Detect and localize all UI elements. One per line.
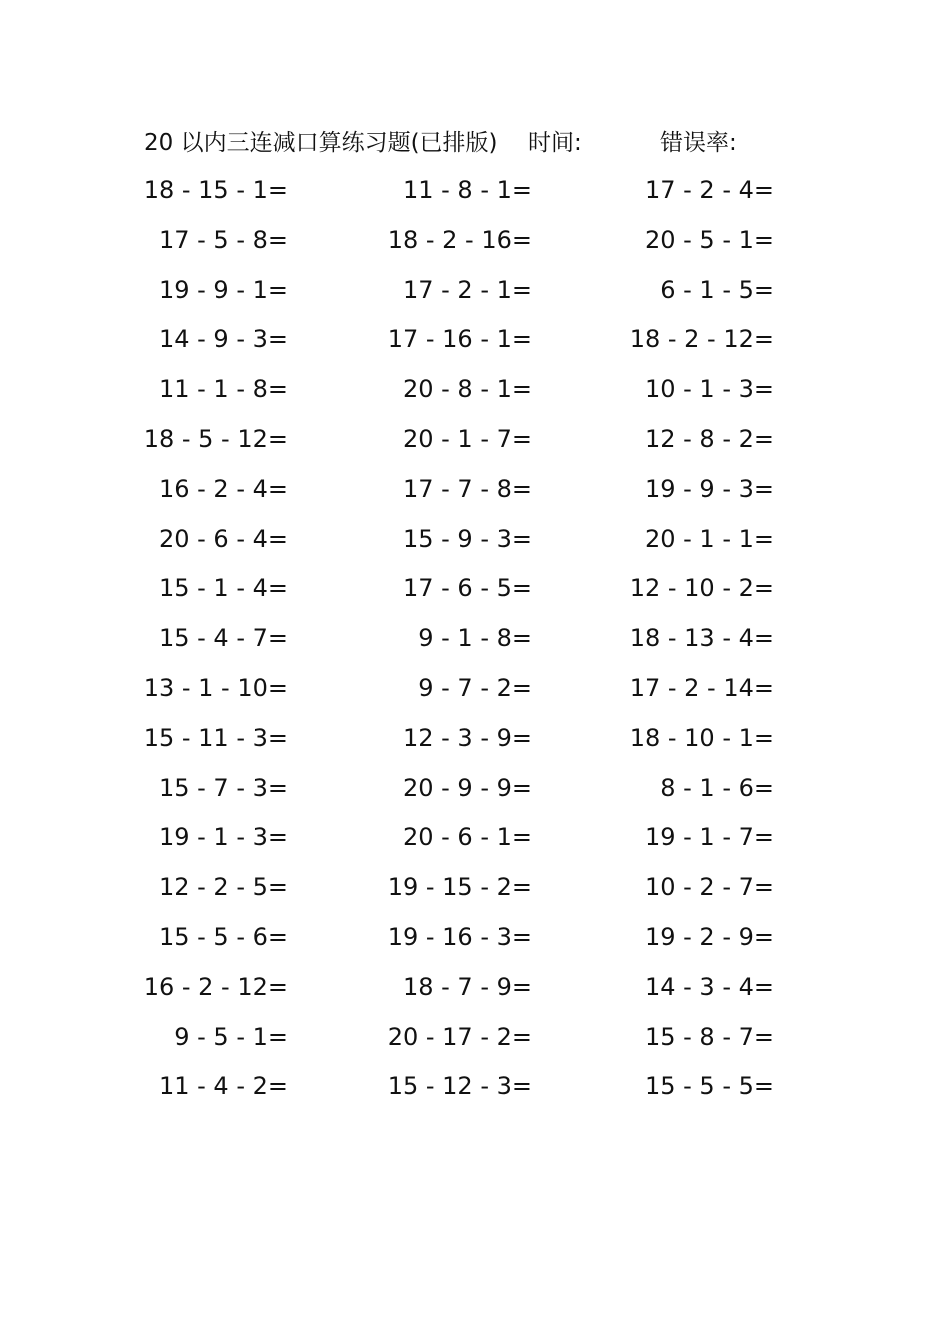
problem-item: 18 - 10 - 1= — [629, 723, 774, 752]
problem-row — [0, 222, 950, 272]
problem-item: 19 - 1 - 3= — [158, 823, 288, 852]
problem-row — [0, 720, 950, 770]
problem-item: 6 - 1 - 5= — [660, 275, 774, 304]
problem-row — [0, 620, 950, 670]
problem-item: 18 - 15 - 1= — [143, 176, 288, 204]
problem-item: 16 - 2 - 4= — [158, 474, 288, 503]
problem-item: 15 - 4 - 7= — [158, 624, 288, 653]
problem-row — [0, 272, 950, 322]
problem-item: 20 - 17 - 2= — [387, 1022, 532, 1051]
problem-item: 18 - 13 - 4= — [629, 624, 774, 653]
problem-row — [0, 670, 950, 720]
problem-row — [0, 321, 950, 371]
problem-item: 17 - 5 - 8= — [158, 225, 288, 254]
problem-item: 9 - 1 - 8= — [418, 624, 532, 653]
problem-row — [0, 1019, 950, 1069]
problem-row — [0, 969, 950, 1019]
problem-item: 18 - 5 - 12= — [143, 424, 288, 453]
problem-item: 17 - 16 - 1= — [387, 325, 532, 354]
problem-item: 17 - 2 - 14= — [629, 673, 774, 702]
problem-item: 17 - 6 - 5= — [402, 574, 532, 603]
problem-item: 11 - 4 - 2= — [158, 1072, 288, 1101]
problem-row — [0, 1068, 950, 1118]
problem-item: 14 - 9 - 3= — [158, 325, 288, 354]
problem-item: 19 - 1 - 7= — [644, 823, 774, 852]
problem-item: 17 - 2 - 1= — [402, 275, 532, 304]
problem-item: 12 - 8 - 2= — [644, 424, 774, 453]
problem-item: 11 - 8 - 1= — [402, 176, 532, 204]
problem-item: 12 - 3 - 9= — [402, 723, 532, 752]
time-label: 时间: — [528, 130, 582, 156]
problem-row — [0, 819, 950, 869]
problem-item: 20 - 5 - 1= — [644, 225, 774, 254]
problem-item: 18 - 2 - 16= — [387, 225, 532, 254]
problem-item: 19 - 15 - 2= — [387, 873, 532, 902]
error-rate-label: 错误率: — [660, 130, 737, 156]
problem-item: 20 - 6 - 1= — [402, 823, 532, 852]
problem-item: 20 - 9 - 9= — [402, 773, 532, 802]
problem-item: 19 - 9 - 3= — [644, 474, 774, 503]
problem-item: 15 - 8 - 7= — [644, 1022, 774, 1051]
problem-item: 19 - 16 - 3= — [387, 922, 532, 951]
problem-item: 13 - 1 - 10= — [143, 673, 288, 702]
problem-item: 18 - 2 - 12= — [629, 325, 774, 354]
problem-item: 12 - 2 - 5= — [158, 873, 288, 902]
worksheet-header — [0, 124, 950, 160]
problem-item: 11 - 1 - 8= — [158, 375, 288, 404]
problem-item: 14 - 3 - 4= — [644, 972, 774, 1001]
problem-item: 20 - 6 - 4= — [158, 524, 288, 553]
problem-item: 17 - 2 - 4= — [644, 176, 774, 204]
problem-row — [0, 770, 950, 820]
problem-item: 17 - 7 - 8= — [402, 474, 532, 503]
worksheet-title: 20 以内三连减口算练习题(已排版) — [144, 130, 498, 156]
problem-row — [0, 421, 950, 471]
problem-item: 20 - 1 - 7= — [402, 424, 532, 453]
problem-row — [0, 919, 950, 969]
problem-item: 16 - 2 - 12= — [143, 972, 288, 1001]
problem-item: 9 - 5 - 1= — [174, 1022, 288, 1051]
problem-item: 19 - 2 - 9= — [644, 922, 774, 951]
problem-item: 15 - 11 - 3= — [143, 723, 288, 752]
problem-item: 12 - 10 - 2= — [629, 574, 774, 603]
problem-item: 18 - 7 - 9= — [402, 972, 532, 1001]
problem-item: 10 - 2 - 7= — [644, 873, 774, 902]
problem-row — [0, 869, 950, 919]
problem-row — [0, 570, 950, 620]
problem-item: 19 - 9 - 1= — [158, 275, 288, 304]
problem-item: 20 - 8 - 1= — [402, 375, 532, 404]
problem-item: 8 - 1 - 6= — [660, 773, 774, 802]
problem-item: 15 - 9 - 3= — [402, 524, 532, 553]
problem-item: 20 - 1 - 1= — [644, 524, 774, 553]
problem-row — [0, 172, 950, 222]
problem-item: 15 - 5 - 5= — [644, 1072, 774, 1101]
problem-item: 15 - 5 - 6= — [158, 922, 288, 951]
problem-item: 15 - 7 - 3= — [158, 773, 288, 802]
problem-item: 10 - 1 - 3= — [644, 375, 774, 404]
problem-row — [0, 471, 950, 521]
problem-item: 15 - 12 - 3= — [387, 1072, 532, 1101]
problem-row — [0, 521, 950, 571]
problem-grid — [0, 172, 950, 1118]
problem-row — [0, 371, 950, 421]
problem-item: 9 - 7 - 2= — [418, 673, 532, 702]
problem-item: 15 - 1 - 4= — [158, 574, 288, 603]
